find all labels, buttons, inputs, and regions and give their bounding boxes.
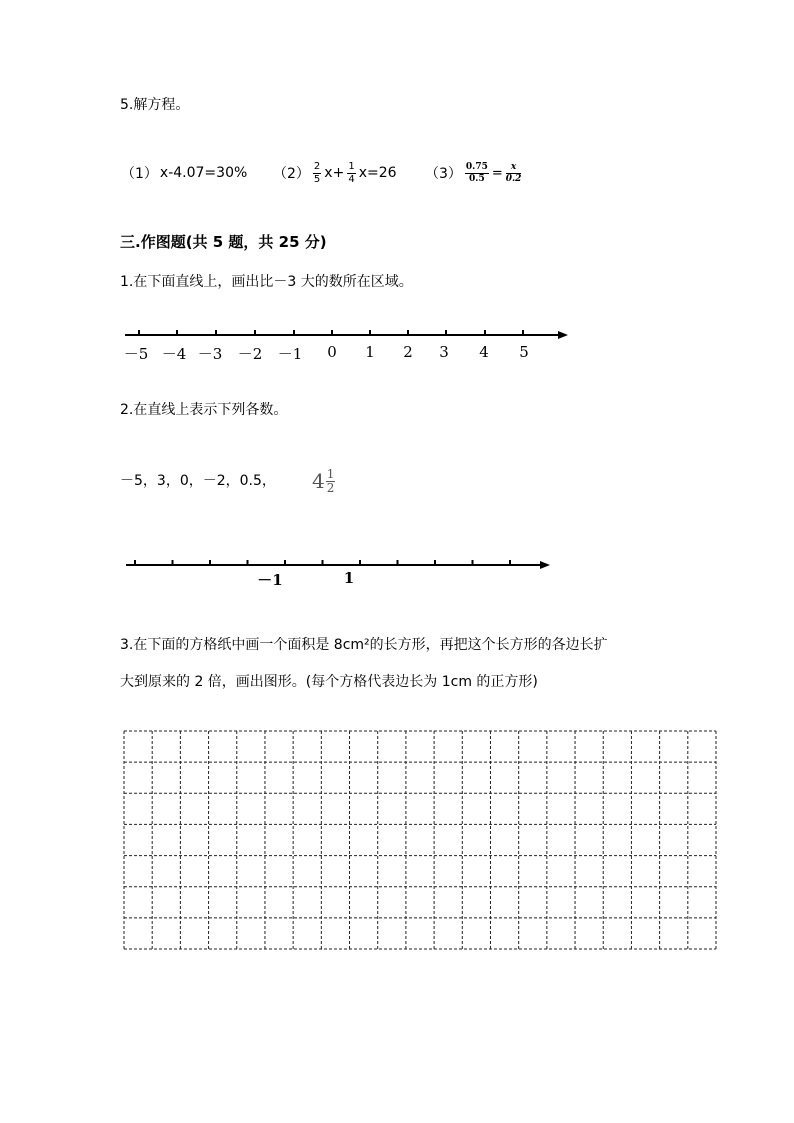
mixed-number-whole: 4 bbox=[312, 469, 325, 494]
fraction-denominator: 4 bbox=[348, 173, 355, 185]
fraction-numerator: 1 bbox=[326, 467, 335, 481]
tick-label: 5 bbox=[519, 343, 529, 361]
equation-2-label: （2） bbox=[273, 166, 310, 182]
tick-label: －1 bbox=[257, 571, 283, 589]
question-2-text: 2.在直线上表示下列各数。 bbox=[120, 402, 288, 418]
tick-label: －4 bbox=[161, 345, 187, 363]
section5-heading: 5.解方程。 bbox=[120, 97, 190, 113]
question-1-text: 1.在下面直线上，画出比－3 大的数所在区域。 bbox=[120, 274, 413, 290]
equation-1-expr: x-4.07=30% bbox=[159, 165, 248, 181]
equation-2-mid: x+ bbox=[324, 165, 345, 181]
fraction-denominator: 5 bbox=[313, 173, 321, 185]
equation-1-label: （1） bbox=[121, 166, 158, 182]
tick-label: 2 bbox=[403, 343, 413, 361]
tick-label: －2 bbox=[237, 345, 263, 363]
fraction-numerator: 2 bbox=[313, 160, 321, 172]
fraction-denominator: 2 bbox=[326, 480, 335, 495]
tick-label: 3 bbox=[439, 343, 449, 361]
grid-paper bbox=[124, 731, 716, 949]
tick-label: 4 bbox=[479, 343, 489, 361]
number-line-2 bbox=[126, 560, 550, 569]
fraction-denominator: 0.5 bbox=[469, 173, 485, 184]
tick-label: 1 bbox=[343, 569, 355, 587]
tick-label: 1 bbox=[365, 343, 375, 361]
fraction-numerator: 1 bbox=[348, 160, 355, 172]
question-3-line-2: 大到原来的 2 倍，画出图形。(每个方格代表边长为 1cm 的正方形) bbox=[120, 674, 538, 690]
tick-label: －1 bbox=[277, 345, 303, 363]
question-2-numbers: －5，3，0，－2，0.5， bbox=[120, 473, 276, 489]
part3-title: 三.作图题(共 5 题，共 25 分) bbox=[120, 233, 327, 251]
equation-2-tail: x=26 bbox=[358, 165, 397, 181]
equation-3-label: （3） bbox=[425, 166, 462, 182]
axis-arrow bbox=[540, 561, 550, 569]
tick-label: 0 bbox=[327, 343, 337, 361]
fraction-numerator: 0.75 bbox=[465, 161, 488, 172]
question-3-line-1: 3.在下面的方格纸中画一个面积是 8cm²的长方形，再把这个长方形的各边长扩 bbox=[120, 637, 608, 653]
tick-label: －3 bbox=[197, 345, 223, 363]
tick-label: －5 bbox=[123, 345, 149, 363]
equation-3-equals: = bbox=[491, 165, 503, 181]
number-line-1 bbox=[125, 330, 568, 339]
axis-arrow bbox=[558, 331, 568, 339]
fraction-numerator: x bbox=[506, 163, 522, 174]
fraction-denominator: 0.2 bbox=[505, 173, 522, 184]
